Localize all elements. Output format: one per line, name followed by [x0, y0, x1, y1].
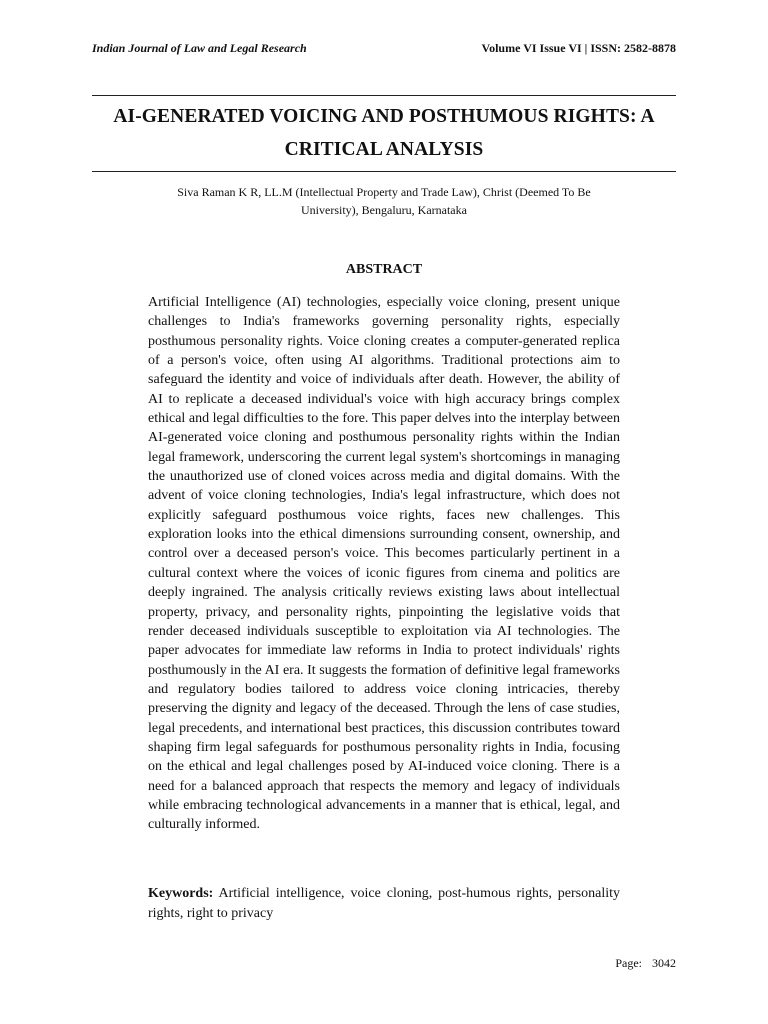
keywords-label: Keywords:	[148, 886, 214, 901]
abstract-body: Artificial Intelligence (AI) technologies, especially voice cloning, present unique challenges to India's frameworks governing personality rights, especially posthumous personality rights. Voice cloning creates a computer-generated replica of a person's voice, often using AI algorithms. Traditional protections aim to safeguard the identity and voice of individuals after death. However, the ability of AI to replicate a deceased individual's voice with high accuracy brings complex ethical and legal difficulties to the fore. This paper delves into the interplay between AI-generated voice cloning and posthumous personality rights within the Indian legal framework, underscoring the current legal system's shortcomings in managing the unauthorized use of cloned voices across media and digital domains. With the advent of voice cloning technologies, India's legal infrastructure, which does not explicitly safeguard posthumous voice rights, faces new challenges. This exploration looks into the ethical dimensions surrounding consent, ownership, and control over a deceased person's voice. This becomes particularly pertinent in a cultural context where the voices of iconic figures from cinema and politics are deeply ingrained. The analysis critically reviews existing laws about intellectual property, privacy, and personality rights, pinpointing the legislative voids that render deceased individuals susceptible to exploitation via AI technologies. The paper advocates for immediate law reforms in India to protect individuals' rights posthumously in the AI era. It suggests the formation of definitive legal frameworks and regulatory bodies tailored to address voice cloning intricacies, thereby preserving the dignity and legacy of the deceased. Through the lens of case studies, legal precedents, and international best practices, this discussion contributes toward shaping firm legal safeguards for posthumous personality rights in India, focusing on the ethical and legal challenges posed by AI-induced voice cloning. There is a need for a balanced approach that respects the memory and legacy of individuals while embracing technological advancements in a manner that is ethical, legal, and culturally informed.	[148, 295, 620, 833]
running-header	[92, 41, 676, 56]
title-top-rule	[92, 95, 676, 96]
keywords-paragraph	[148, 884, 620, 923]
issue-info: Volume VI Issue VI | ISSN: 2582-8878	[481, 41, 676, 55]
author-affiliation: Siva Raman K R, LL.M (Intellectual Property and Trade Law), Christ (Deemed To Be University), Bengaluru, Karnataka	[177, 185, 591, 217]
abstract-heading: ABSTRACT	[345, 262, 423, 277]
keywords-text: Artificial intelligence, voice cloning, post-humous rights, personality rights, right to privacy	[148, 886, 620, 921]
page-label: Page:	[615, 956, 642, 970]
page-number	[615, 956, 676, 971]
title-bottom-rule	[92, 171, 676, 172]
journal-name: Indian Journal of Law and Legal Research	[92, 41, 307, 55]
page-number-value: 3042	[652, 956, 676, 970]
paper-title: AI-GENERATED VOICING AND POSTHUMOUS RIGHTS: A CRITICAL ANALYSIS	[113, 106, 655, 160]
